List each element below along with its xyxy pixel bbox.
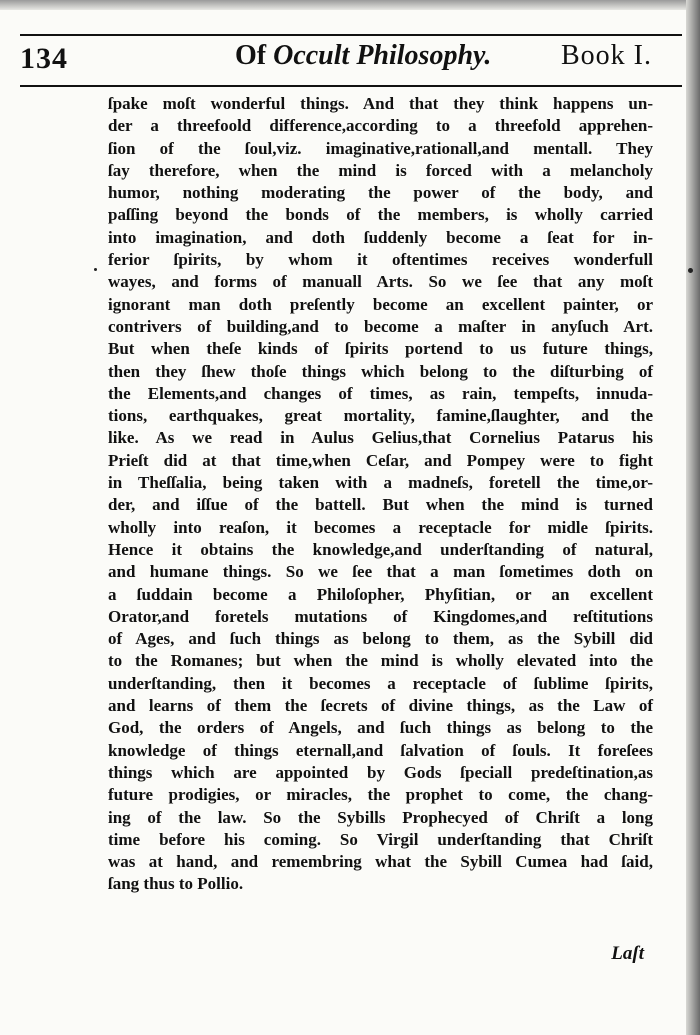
body-text <box>108 93 653 896</box>
text-line: ſay therefore, when the mind is forced with a melancholy <box>108 160 653 180</box>
text-line: wayes, and forms of manuall Arts. So we ſee that any moſt <box>108 272 653 292</box>
text-line: a ſuddain become a Philoſopher, Phyſitian, or an excellent <box>108 584 653 604</box>
running-header <box>20 38 682 84</box>
text-line: and learns of them the ſecrets of divine things, as the Law of <box>108 696 653 716</box>
text-line: tions, earthquakes, great mortality, famine,ſlaughter, and the <box>108 406 653 426</box>
text-line: der, and iſſue of the battell. But when the mind is turned <box>108 495 653 515</box>
text-line: der a threefoold difference,according to a threefold apprehen- <box>108 116 653 136</box>
text-line: time before his coming. So Virgil underſtanding that Chriſt <box>108 829 653 849</box>
text-line: paſſing beyond the bonds of the members, is wholly carried <box>108 205 653 225</box>
book-label: Book I. <box>561 40 652 71</box>
text-line: like. As we read in Aulus Gelius,that Cornelius Patarus his <box>108 428 653 448</box>
text-line: ignorant man doth preſently become an excellent painter, or <box>108 294 653 314</box>
page-number: 134 <box>20 42 68 75</box>
text-line: was at hand, and remembring what the Sybill Cumea had ſaid, <box>108 852 653 872</box>
text-line: contrivers of building,and to become a maſter in anyſuch Art. <box>108 316 653 336</box>
text-line: God, the orders of Angels, and ſuch things as belong to the <box>108 718 653 738</box>
header-rule-bottom <box>20 85 682 87</box>
text-line: the Elements,and changes of times, as rain, tempeſts, innuda- <box>108 383 653 403</box>
text-line: ſion of the ſoul,viz. imaginative,rationall,and mentall. They <box>108 138 653 158</box>
text-line: to the Romanes; but when the mind is wholly elevated into the <box>108 651 653 671</box>
text-line: and humane things. So we ſee that a man ſometimes doth on <box>108 562 653 582</box>
text-line: things which are appointed by Gods ſpeciall predeſtination,as <box>108 762 653 782</box>
text-line: wholly into reaſon, it becomes a receptacle for midle ſpirits. <box>108 517 653 537</box>
text-line: ferior ſpirits, by whom it oftentimes receives wonderfull <box>108 250 653 270</box>
text-line: Prieſt did at that time,when Ceſar, and Pompey were to fight <box>108 450 653 470</box>
page-top-edge <box>0 0 700 10</box>
text-line: Hence it obtains the knowledge,and underſtanding of natural, <box>108 539 653 559</box>
ink-speck <box>94 268 97 271</box>
text-line: ſpake moſt wonderful things. And that they think happens un- <box>108 94 653 113</box>
text-line: into imagination, and doth ſuddenly become a ſeat for in- <box>108 227 653 247</box>
catchword: Laſt <box>611 943 644 964</box>
text-line: future prodigies, or miracles, the prophet to come, the chang- <box>108 785 653 805</box>
text-line: then they ſhew thoſe things which belong to the diſturbing of <box>108 361 653 381</box>
running-title <box>235 40 491 72</box>
text-line: in Theſſalia, being taken with a madneſs, foretell the time,or- <box>108 473 653 493</box>
page-right-edge <box>686 0 700 1035</box>
text-line: knowledge of things eternall,and ſalvation of ſouls. It foreſees <box>108 740 653 760</box>
text-line: underſtanding, then it becomes a receptacle of ſublime ſpirits, <box>108 673 653 693</box>
ink-speck <box>688 268 693 273</box>
text-line: But when theſe kinds of ſpirits portend to us future things, <box>108 339 653 359</box>
header-rule-top <box>20 34 682 36</box>
text-line: of Ages, and ſuch things as belong to them, as the Sybill did <box>108 629 653 649</box>
text-line: Orator,and foretels mutations of Kingdomes,and reſtitutions <box>108 606 653 626</box>
text-line: ſang thus to Pollio. <box>108 874 244 894</box>
running-title-italic: Occult Philosophy. <box>273 40 492 71</box>
text-line: ing of the law. So the Sybills Prophecyed of Chriſt a long <box>108 807 653 827</box>
running-title-prefix: Of <box>235 40 267 71</box>
text-line: humor, nothing moderating the power of the body, and <box>108 183 653 203</box>
